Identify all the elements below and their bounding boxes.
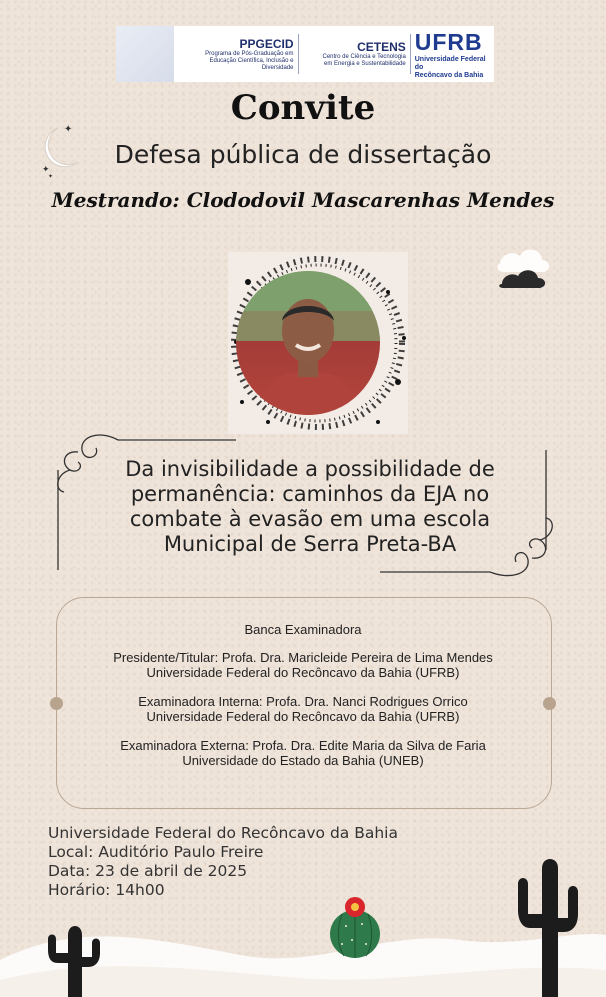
board-member-role: Examinadora Interna: Profa. Dra. Nanci Rodrigues Orrico [138, 694, 468, 709]
board-member-role: Examinadora Externa: Profa. Dra. Edite Maria da Silva de Faria [120, 738, 486, 753]
event-location: Local: Auditório Paulo Freire [48, 843, 264, 861]
event-time: Horário: 14h00 [48, 881, 165, 899]
invitation-title: Convite [230, 88, 376, 128]
event-info [48, 824, 398, 900]
ppgecid-line1: Programa de Pós-Graduação em [205, 50, 294, 57]
candidate-photo [236, 271, 380, 415]
cetens-name: CETENS [357, 40, 406, 54]
svg-text:✦: ✦ [64, 124, 73, 135]
logo-decoration [116, 26, 174, 82]
svg-text:✦: ✦ [48, 173, 54, 180]
thesis-title-line: combate à evasão em uma escola [129, 507, 491, 531]
event-date: Data: 23 de abril de 2025 [48, 862, 248, 880]
flowering-cactus-icon [326, 894, 384, 960]
ufrb-name: UFRB [414, 28, 483, 55]
thesis-title-line: permanência: caminhos da EJA no [130, 482, 490, 506]
cloud-icon [490, 240, 560, 292]
ufrb-line2: Recôncavo da Bahia [414, 71, 484, 79]
board-member-role: Presidente/Titular: Profa. Dra. Maricleide Pereira de Lima Mendes [113, 650, 493, 665]
event-university: Universidade Federal do Recôncavo da Bahia [48, 824, 398, 842]
thesis-title-line: Da invisibilidade a possibilidade de [125, 457, 495, 481]
cactus-icon [514, 848, 584, 997]
ppgecid-name: PPGECID [239, 36, 294, 51]
cetens-logo [298, 26, 409, 82]
event-subtitle: Defesa pública de dissertação [114, 140, 492, 169]
candidate-name: Mestrando: Clododovil Mascarenhas Mendes [51, 188, 555, 212]
ufrb-line1: Universidade Federal do [414, 55, 486, 71]
thesis-title-line: Municipal de Serra Preta-BA [163, 532, 457, 556]
ppgecid-logo [174, 26, 297, 82]
logo-bar [116, 26, 494, 82]
board-member-institution: Universidade Federal do Recôncavo da Bahia (UFRB) [146, 665, 460, 680]
board-member-institution: Universidade do Estado da Bahia (UNEB) [182, 753, 424, 768]
cetens-line2: em Energia e Sustentabilidade [324, 61, 406, 67]
examining-board-heading: Banca Examinadora [244, 622, 362, 637]
ppgecid-line2: Educação Científica, Inclusão e Diversidade [209, 57, 294, 71]
cactus-icon [40, 917, 110, 997]
ufrb-logo [411, 29, 494, 80]
board-member-institution: Universidade Federal do Recôncavo da Bahia (UFRB) [146, 709, 460, 724]
thesis-title [60, 457, 560, 557]
cetens-line1: Centro de Ciência e Tecnologia [322, 54, 406, 60]
svg-text:✦: ✦ [42, 165, 50, 175]
